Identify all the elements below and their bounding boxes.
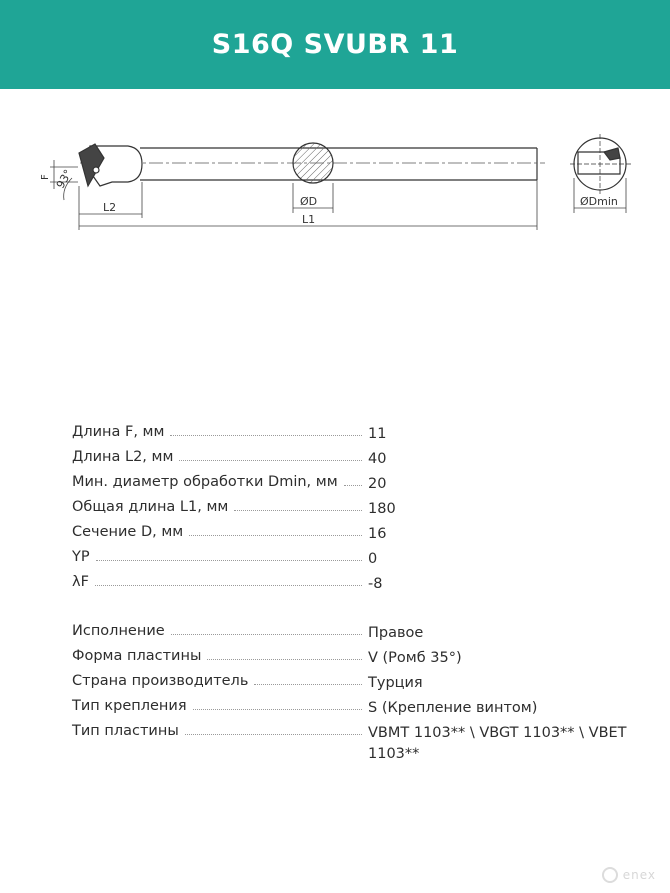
end-view	[570, 134, 632, 194]
spec-value: VBMT 1103** \ VBGT 1103** \ VBET 1103**	[368, 725, 627, 762]
spec-row-length-l2	[72, 449, 632, 474]
dim-l1-label: L1	[302, 213, 316, 226]
spec-row-country	[72, 673, 632, 698]
spec-row-yp	[72, 549, 632, 574]
spec-row-length-f	[72, 424, 632, 449]
spec-row-section-d	[72, 524, 632, 549]
spec-label: Форма пластины	[72, 648, 202, 664]
dim-l2-label: L2	[103, 201, 117, 214]
tool-head	[79, 144, 142, 186]
spec-label: Мин. диаметр обработки Dmin, мм	[72, 474, 338, 490]
spec-value: 11	[368, 426, 387, 442]
technical-drawing	[0, 118, 670, 248]
spec-row-execution	[72, 623, 632, 648]
section-circle	[293, 143, 333, 183]
spec-row-lambda-f	[72, 574, 632, 599]
tool-shank	[140, 148, 537, 180]
specs-group-dimensions	[72, 424, 632, 599]
spec-label: Исполнение	[72, 623, 165, 639]
logo-text: enex	[622, 868, 656, 882]
dim-dmin-label: ØDmin	[580, 195, 618, 208]
header-bar	[0, 0, 670, 89]
spec-label: λF	[72, 574, 89, 590]
spec-label: YP	[72, 549, 90, 565]
spec-label: Длина F, мм	[72, 424, 165, 440]
spec-label: Сечение D, мм	[72, 524, 184, 540]
spec-label: Общая длина L1, мм	[72, 499, 229, 515]
spec-label: Длина L2, мм	[72, 449, 174, 465]
specs-group-properties	[72, 623, 632, 767]
spec-row-dmin	[72, 474, 632, 499]
spec-value: S (Крепление винтом)	[368, 700, 538, 716]
spec-value: 40	[368, 451, 387, 467]
spec-label: Тип крепления	[72, 698, 187, 714]
spec-label: Тип пластины	[72, 723, 179, 739]
spec-value: Правое	[368, 625, 424, 641]
spec-value: 180	[368, 501, 396, 517]
spec-value: Турция	[368, 675, 423, 691]
dim-f-label: F	[40, 174, 51, 180]
spec-row-clamping	[72, 698, 632, 723]
spec-value: 16	[368, 526, 387, 542]
specs-table	[72, 424, 632, 767]
spec-row-length-l1	[72, 499, 632, 524]
product-title: S16Q SVUBR 11	[211, 29, 459, 60]
spec-row-insert-shape	[72, 648, 632, 673]
brand-logo	[602, 867, 656, 883]
spec-value: 20	[368, 476, 387, 492]
spec-value: V (Ромб 35°)	[368, 650, 462, 666]
logo-circle-icon	[602, 867, 618, 883]
spec-value: -8	[368, 576, 383, 592]
spec-label: Страна производитель	[72, 673, 249, 689]
spec-value: 0	[368, 551, 378, 567]
spec-row-insert-type	[72, 723, 632, 767]
dim-d-label: ØD	[300, 195, 318, 208]
dim-angle-label: 93°	[53, 167, 75, 191]
